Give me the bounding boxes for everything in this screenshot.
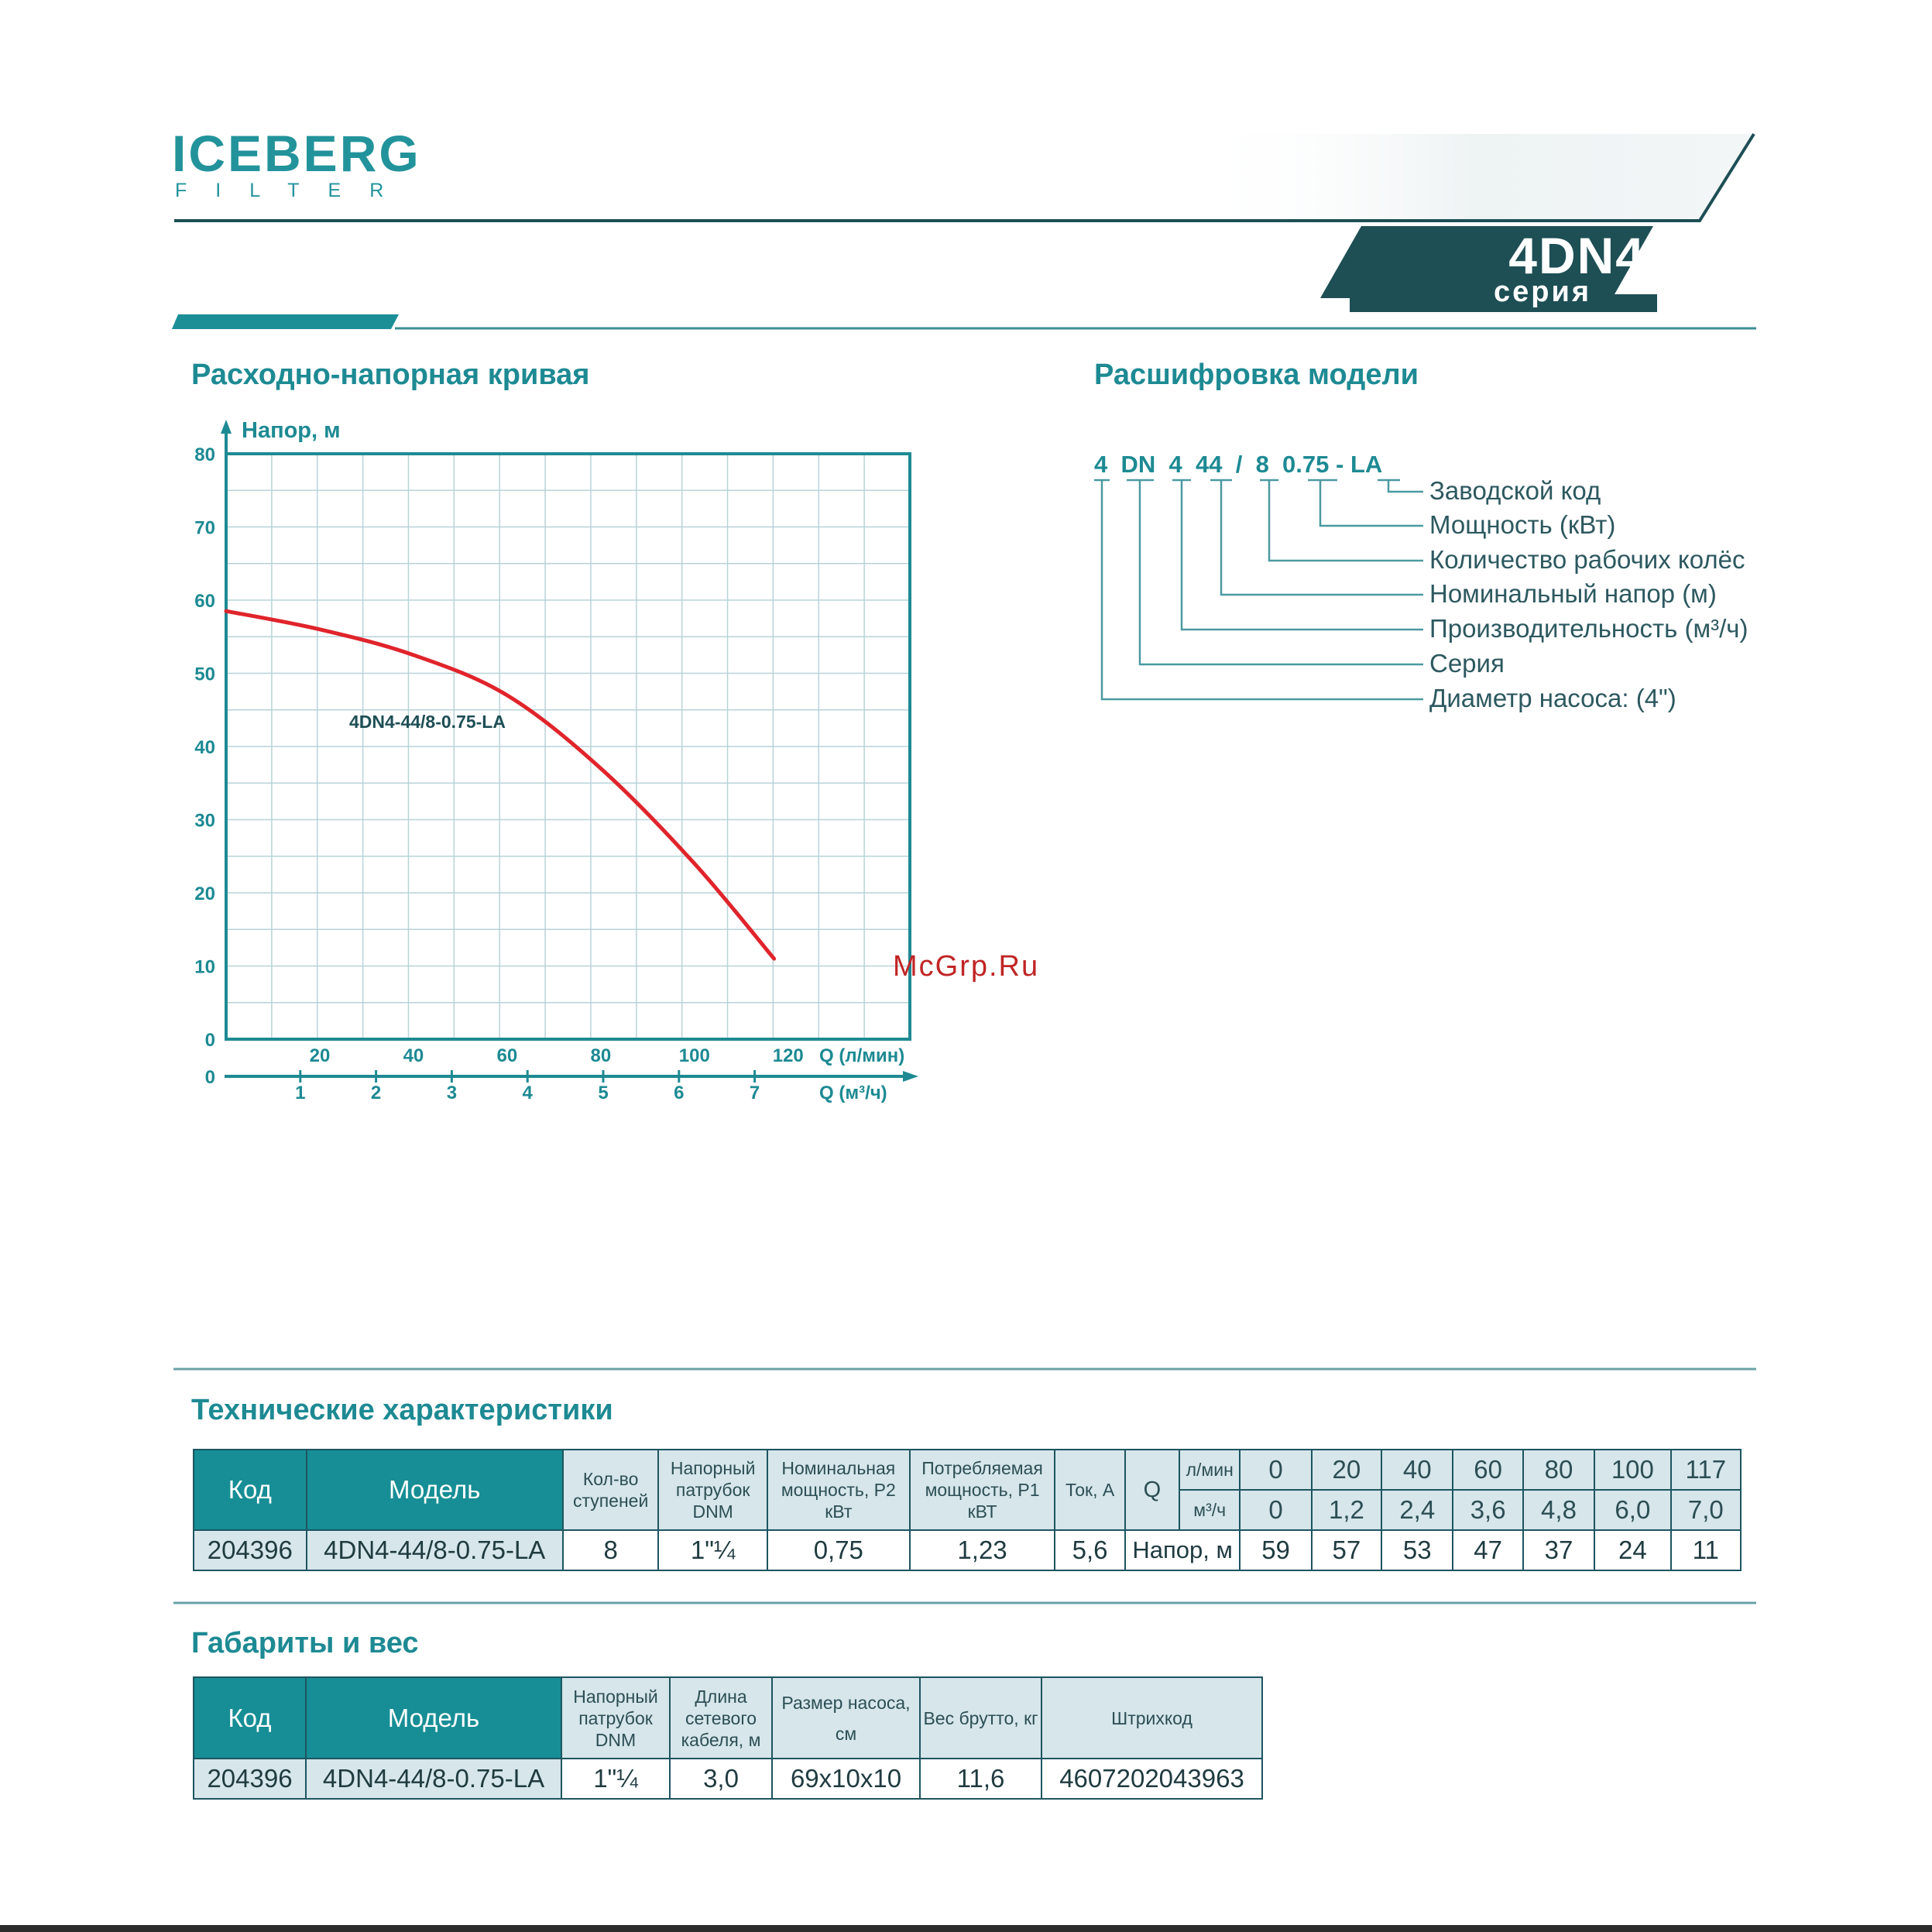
dims-cell-barcode: 4607202043963: [1041, 1759, 1262, 1799]
flow-m3h-cell: 3,6: [1453, 1490, 1522, 1530]
x2-tick-label: 3: [446, 1083, 458, 1103]
footer-line: [0, 1923, 1932, 1932]
code-part-flow: 4: [1168, 451, 1182, 478]
dims-header-barcode: Штрихкод: [1041, 1677, 1262, 1759]
dims-cell-outlet: 1"¼: [561, 1759, 670, 1799]
x-tick-label: 100: [678, 1045, 710, 1066]
y-tick-label: 20: [194, 884, 215, 904]
decode-item-series: Серия: [1429, 649, 1505, 678]
flow-lmin-cell: 80: [1523, 1450, 1594, 1490]
x2-tick-label: 1: [295, 1083, 306, 1103]
tech-header-outlet: Напорный патрубок DNM: [658, 1450, 767, 1530]
y-tick-label: 80: [194, 444, 215, 465]
tech-header-row-1: [194, 1450, 1741, 1490]
head-cell: 47: [1453, 1530, 1522, 1570]
y-tick-label: 0: [204, 1030, 215, 1051]
tech-header-q: Q: [1125, 1450, 1179, 1530]
tech-cell-outlet: 1"¼: [658, 1530, 767, 1570]
flow-m3h-cell: 4,8: [1523, 1490, 1594, 1530]
flow-m3h-cell: 0: [1240, 1490, 1311, 1530]
x-axis-label: Q (л/мин): [819, 1045, 905, 1066]
x2-tick-label: 6: [674, 1083, 685, 1103]
head-cell: 37: [1523, 1530, 1594, 1570]
tech-cell-p1: 1,23: [910, 1530, 1055, 1570]
x2-axis-arrow: [903, 1071, 918, 1082]
code-part-stages: 8: [1255, 451, 1269, 478]
head-cell: 57: [1312, 1530, 1381, 1570]
y-tick-label: 60: [194, 591, 215, 612]
decode-item-flow: Производительность (м³/ч): [1429, 614, 1748, 643]
decode-item-factory-code: Заводской код: [1429, 476, 1601, 505]
tech-cell-head-label: Напор, м: [1125, 1530, 1241, 1570]
code-part-diameter: 4: [1094, 451, 1108, 478]
decode-item-diameter: Диаметр насоса: (4"): [1429, 684, 1676, 712]
decode-item-head: Номинальный напор (м): [1429, 579, 1717, 608]
watermark: McGrp.Ru: [893, 950, 1040, 983]
x2-tick-label: 5: [598, 1083, 609, 1103]
dims-header-model: Модель: [306, 1677, 561, 1759]
tech-cell-current: 5,6: [1055, 1530, 1124, 1570]
flow-m3h-cell: 7,0: [1671, 1490, 1741, 1530]
dims-cell-size: 69x10x10: [772, 1759, 920, 1799]
dims-header-row: [194, 1677, 1262, 1759]
dims-cell-weight: 11,6: [920, 1759, 1041, 1799]
decode-section-title: Расшифровка модели: [1094, 359, 1419, 391]
tech-header-stages: Кол-во ступеней: [563, 1450, 658, 1530]
curve-label: 4DN4-44/8-0.75-LA: [349, 712, 506, 732]
code-part-power: 0.75: [1282, 451, 1330, 478]
code-part-head: 44: [1195, 451, 1223, 478]
dims-cell-model: 4DN4-44/8-0.75-LA: [306, 1759, 561, 1799]
y-tick-label: 10: [194, 956, 215, 978]
head-cell: 53: [1381, 1530, 1453, 1570]
code-part-dash: -: [1336, 451, 1344, 478]
flow-lmin-cell: 60: [1453, 1450, 1522, 1490]
x2-tick-label: 2: [370, 1083, 382, 1103]
tech-header-p1: Потребляемая мощность, Р1 кВТ: [910, 1450, 1055, 1530]
tech-cell-p2: 0,75: [767, 1530, 910, 1570]
tech-header-current: Ток, А: [1055, 1450, 1124, 1530]
tech-section-title: Технические характеристики: [191, 1394, 613, 1426]
tech-cell-model: 4DN4-44/8-0.75-LA: [307, 1530, 563, 1570]
head-cell: 59: [1240, 1530, 1311, 1570]
flow-m3h-cell: 1,2: [1312, 1490, 1381, 1530]
tech-header-code: Код: [194, 1450, 307, 1530]
x-tick-label: 60: [496, 1045, 518, 1066]
tech-header-unit-lmin: л/мин: [1179, 1450, 1240, 1490]
decode-item-stages: Количество рабочих колёс: [1429, 545, 1745, 574]
tech-header-model: Модель: [307, 1450, 563, 1530]
tech-header-p2: Номинальная мощность, Р2 кВт: [767, 1450, 910, 1530]
section-divider-tech: [0, 1367, 1932, 1371]
y-tick-label: 70: [194, 517, 215, 539]
x2-tick-label: 0: [204, 1067, 215, 1088]
x-tick-label: 120: [772, 1045, 804, 1066]
code-part-series: DN: [1120, 451, 1156, 478]
section-divider-dims: [0, 1601, 1932, 1605]
flow-lmin-cell: 117: [1671, 1450, 1741, 1490]
curve-section-title: Расходно-напорная кривая: [191, 359, 590, 391]
dims-section-title: Габариты и вес: [191, 1627, 419, 1659]
x2-tick-label: 7: [749, 1083, 760, 1103]
dims-data-row: [194, 1759, 1262, 1799]
tech-cell-stages: 8: [563, 1530, 658, 1570]
y-tick-label: 30: [194, 810, 215, 832]
dims-header-weight: Вес брутто, кг: [920, 1677, 1041, 1759]
y-tick-label: 40: [194, 737, 215, 758]
brand-logo: ICEBERG: [172, 125, 421, 182]
flow-m3h-cell: 6,0: [1594, 1490, 1670, 1530]
tech-cell-code: 204396: [194, 1530, 307, 1570]
flow-lmin-cell: 0: [1240, 1450, 1311, 1490]
code-part-factory: LA: [1350, 451, 1383, 478]
brand-logo-sub: FILTER: [175, 180, 413, 201]
x-tick-label: 80: [590, 1045, 612, 1066]
tech-data-row: [194, 1530, 1741, 1570]
decode-item-power: Мощность (кВт): [1429, 510, 1616, 539]
head-cell: 11: [1671, 1530, 1741, 1570]
flow-m3h-cell: 2,4: [1381, 1490, 1453, 1530]
flow-lmin-cell: 40: [1381, 1450, 1453, 1490]
dims-cell-cable: 3,0: [670, 1759, 772, 1799]
head-cell: 24: [1594, 1530, 1670, 1570]
dims-table: [193, 1676, 1263, 1800]
flow-lmin-cell: 20: [1312, 1450, 1381, 1490]
flow-lmin-cell: 100: [1594, 1450, 1670, 1490]
x2-axis-label: Q (м³/ч): [819, 1083, 887, 1103]
y-axis-label: Напор, м: [242, 418, 341, 443]
y-tick-label: 50: [194, 664, 215, 685]
dims-cell-code: 204396: [194, 1759, 306, 1799]
tech-header-unit-m3h: м³/ч: [1179, 1490, 1240, 1530]
dims-header-cable: Длина сетевого кабеля, м: [670, 1677, 772, 1759]
x-tick-label: 20: [309, 1045, 331, 1066]
dims-header-size: Размер насоса, см: [772, 1677, 920, 1759]
x2-tick-label: 4: [522, 1083, 533, 1103]
code-part-slash: /: [1235, 451, 1243, 478]
dims-header-outlet: Напорный патрубок DNM: [561, 1677, 670, 1759]
series-model: 4DN4: [1508, 227, 1645, 284]
tech-table: [193, 1449, 1742, 1571]
dims-header-code: Код: [194, 1677, 306, 1759]
series-label: серия: [1493, 276, 1591, 308]
x-tick-label: 40: [403, 1045, 424, 1066]
